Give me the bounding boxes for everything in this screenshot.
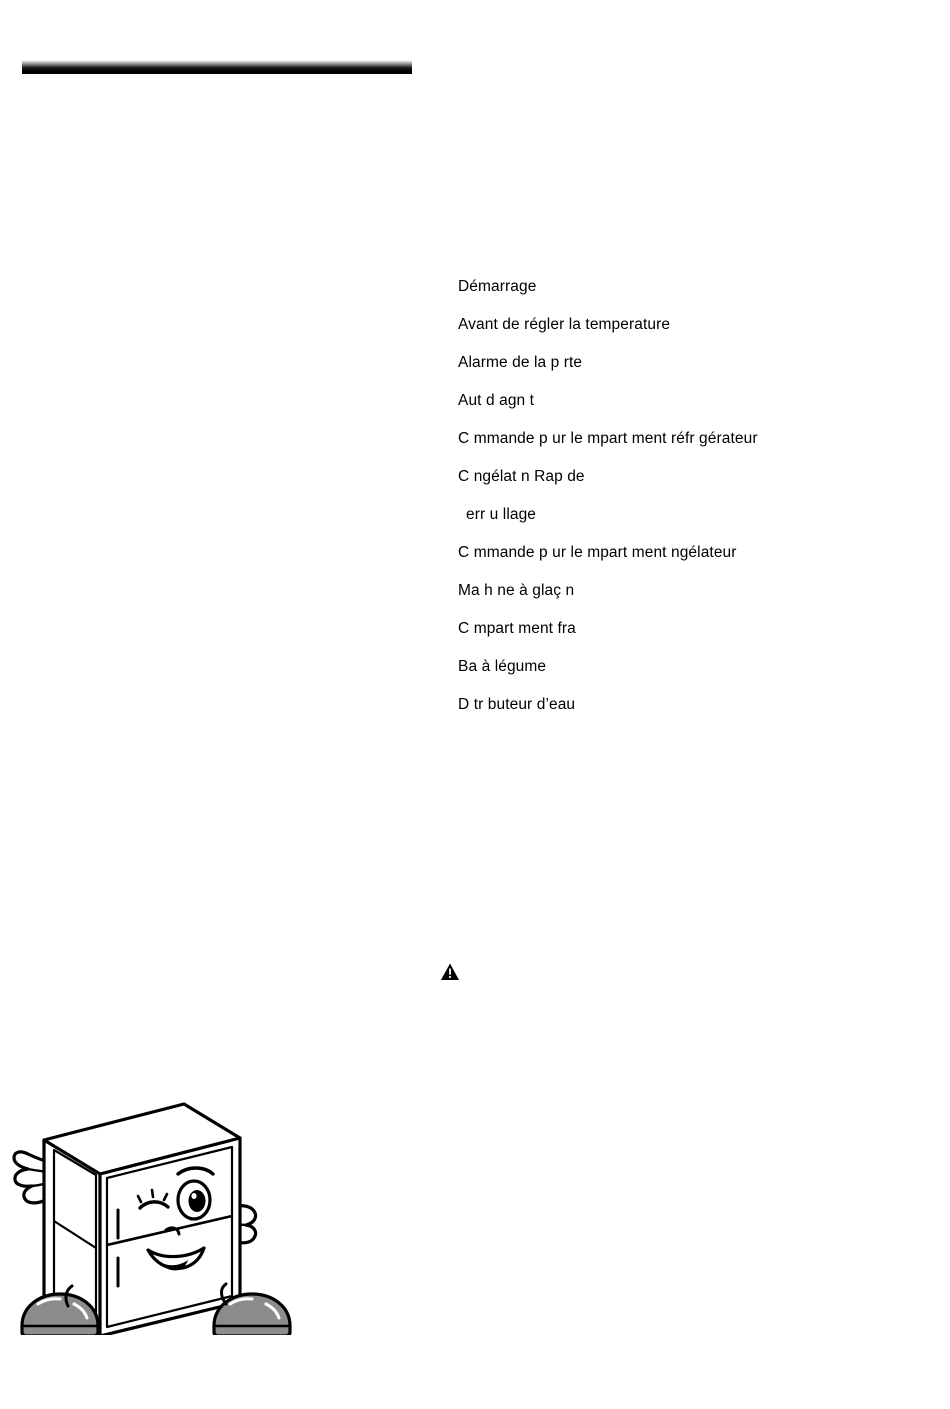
list-item: Ba à légume: [458, 658, 547, 675]
header-rule: [22, 60, 412, 74]
list-item: C mpart ment fra: [458, 620, 576, 637]
list-item: D tr buteur d’eau: [458, 696, 576, 713]
mascot-illustration: [8, 1090, 318, 1335]
warning-triangle-icon: [440, 962, 460, 982]
list-item: err u llage: [466, 506, 537, 523]
list-item: Aut d agn t: [458, 392, 535, 409]
list-item: C mmande p ur le mpart ment réfr gérateur: [458, 430, 758, 447]
list-item: Ma h ne à glaç n: [458, 582, 575, 599]
list-item: C mmande p ur le mpart ment ngélateur: [458, 544, 737, 561]
list-item: Démarrage: [458, 278, 537, 295]
list-item: C ngélat n Rap de: [458, 468, 585, 485]
list-item: Alarme de la p rte: [458, 354, 583, 371]
table-of-contents: [458, 268, 928, 724]
list-item: Avant de régler la temperature: [458, 316, 671, 333]
